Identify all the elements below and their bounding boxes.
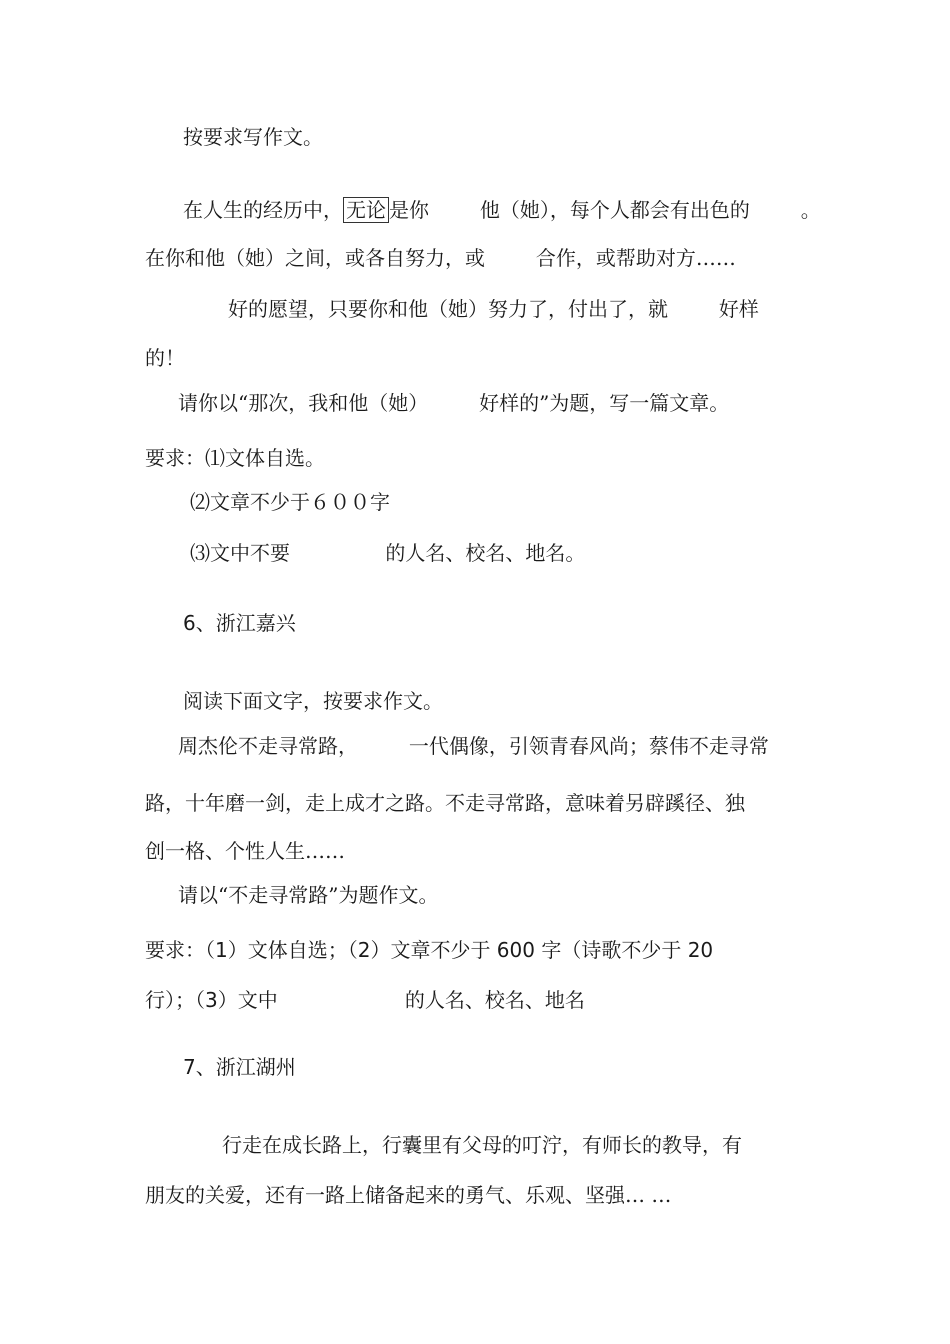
sec5-p1-boxed-word: 无论 xyxy=(343,197,389,223)
sec5-requirement-3: ⑶文中不要 的人名、校名、地名。 xyxy=(190,541,586,565)
sec6-requirements-line2: 行）；（3）文中 的人名、校名、地名 xyxy=(145,988,585,1012)
sec5-heading: 按要求写作文。 xyxy=(183,125,323,149)
sec6-prompt: 请以“不走寻常路”为题作文。 xyxy=(178,883,439,907)
sec6-intro: 阅读下面文字，按要求作文。 xyxy=(183,689,443,713)
sec6-requirements-line1: 要求：（1）文体自选；（2）文章不少于 600 字（诗歌不少于 20 xyxy=(145,938,714,962)
sec5-paragraph2-line2: 的！ xyxy=(145,346,185,370)
sec7-paragraph1-line2: 朋友的关爱，还有一路上储备起来的勇气、乐观、坚强… … xyxy=(145,1183,672,1207)
sec5-p1-pre: 在人生的经历中， xyxy=(183,198,343,222)
sec7-paragraph1-line1: 行走在成长路上，行囊里有父母的叮泞，有师长的教导，有 xyxy=(222,1133,742,1157)
sec6-paragraph1-line2: 路，十年磨一剑，走上成才之路。不走寻常路，意味着另辟蹊径、独 xyxy=(145,791,745,815)
sec5-requirement-1: 要求：⑴文体自选。 xyxy=(145,446,325,470)
sec5-paragraph1-line2: 在你和他（她）之间，或各自努力，或 合作，或帮助对方…… xyxy=(145,246,736,270)
sec7-heading: 7、浙江湖州 xyxy=(183,1055,296,1079)
sec5-p1-post: 是你 他（她），每个人都会有出色的 。 xyxy=(389,198,821,222)
sec6-paragraph1-line3: 创一格、个性人生…… xyxy=(145,839,345,863)
sec5-paragraph1-line1 xyxy=(183,197,821,223)
sec6-paragraph1-line1: 周杰伦不走寻常路， 一代偶像，引领青春风尚；蔡伟不走寻常 xyxy=(178,734,769,758)
sec5-requirement-2: ⑵文章不少于６００字 xyxy=(190,490,390,514)
sec5-prompt: 请你以“那次，我和他（她） 好样的”为题，写一篇文章。 xyxy=(178,391,730,415)
sec5-paragraph2-line1: 好的愿望，只要你和他（她）努力了，付出了，就 好样 xyxy=(228,297,759,321)
sec6-heading: 6、浙江嘉兴 xyxy=(183,611,296,635)
